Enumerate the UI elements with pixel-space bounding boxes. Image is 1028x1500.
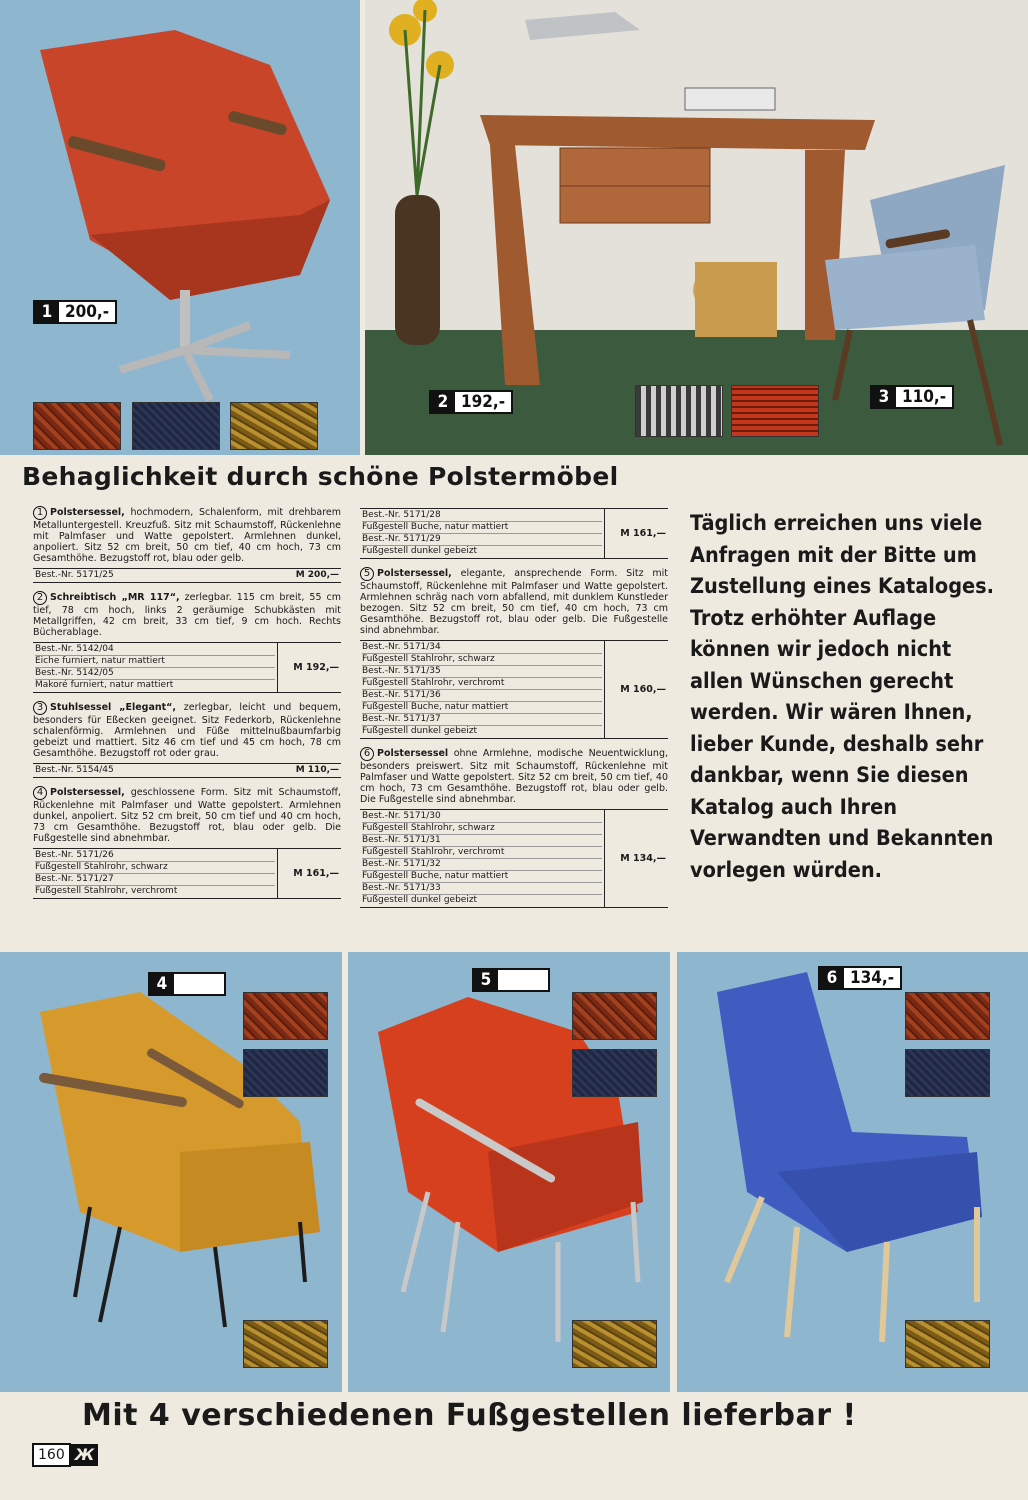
order-row-1: [33, 568, 341, 583]
price-tag-4: [148, 972, 226, 996]
item-number: 1: [33, 506, 47, 520]
photo-desk-room: [365, 0, 1028, 455]
customer-notice: Täglich erreichen uns viele Anfragen mit der Bitte um Zustellung eines Kataloges. Trotz erhöhter Auflage können wir jedoch nicht allen Wünschen gerecht werden. Wir wären Ihnen, lieber Kunde, deshalb sehr dankbar, wenn Sie diesen Katalog auch Ihren Verwandten und Bekannten vorlegen würden.: [690, 511, 995, 883]
order-line: Eiche furniert, natur mattiert: [35, 656, 275, 668]
order-line: Best.-Nr. 5171/33: [362, 883, 602, 895]
text-column-middle: [360, 508, 668, 916]
fabric-swatch-yellow: [572, 1320, 657, 1368]
photo-chair-5: [348, 952, 670, 1392]
item-5-description: [360, 567, 668, 636]
catalog-logo-icon: Ж: [71, 1444, 99, 1466]
fabric-swatch-grey: [635, 385, 723, 437]
order-price: M 160,—: [604, 641, 668, 739]
order-line: Best.-Nr. 5171/28: [362, 510, 602, 522]
order-line: Best.-Nr. 5171/32: [362, 859, 602, 871]
order-line: Fußgestell Stahlrohr, verchromt: [35, 886, 178, 896]
page-heading: Behaglichkeit durch schöne Polstermöbel: [22, 462, 619, 491]
order-price: M 161,—: [604, 509, 668, 559]
order-table-4: [33, 848, 341, 899]
fabric-swatch-blue: [572, 1049, 657, 1097]
price-tag-value: [174, 974, 224, 994]
order-table-2: [33, 642, 341, 693]
order-line: Best.-Nr. 5171/35: [362, 666, 602, 678]
price-tag-3: [870, 385, 954, 409]
price-tag-value: 134,-: [844, 968, 900, 988]
price-tag-5: [472, 968, 550, 992]
order-line: Fußgestell Stahlrohr, schwarz: [35, 862, 275, 874]
item-3-description: [33, 701, 341, 759]
price-tag-number: 1: [35, 302, 59, 322]
fabric-swatch-red: [905, 992, 990, 1040]
item-text: hochmodern, Schalenform, mit drehbarem Metalluntergestell. Kreuzfuß. Sitz mit Schaumstoff, Rückenlehne mit Palmfaser und Watte gepolstert. Armlehnen dunkel, anpoliert. Sitz 52 cm breit, 50 cm tief, 40 cm hoch, 73 cm Gesamthöhe. Bezugstoff rot, blau oder gelb.: [33, 507, 341, 564]
order-line: Fußgestell Stahlrohr, schwarz: [362, 654, 602, 666]
order-line: Fußgestell Stahlrohr, verchromt: [362, 847, 602, 859]
item-text: elegante, ansprechende Form. Sitz mit Schaumstoff, Rückenlehne mit Palmfaser und Watte gepolstert. Armlehnen schräg nach vorn abfallend, mit dunklem Kunstleder bezogen. Sitz 52 cm breit, 50 cm tief, 40 cm hoch, 73 cm Gesamthöhe. Bezugstoff rot, blau oder gelb. Die Fußgestelle sind abnehmbar.: [360, 568, 668, 636]
price-tag-number: 5: [474, 970, 498, 990]
item-name: Polstersessel,: [377, 568, 452, 579]
order-line: Best.-Nr. 5171/26: [35, 850, 275, 862]
price-tag-number: 2: [431, 392, 455, 412]
order-line: Best.-Nr. 5171/36: [362, 690, 602, 702]
order-line: Fußgestell Stahlrohr, schwarz: [362, 823, 602, 835]
order-line: Best.-Nr. 5142/05: [35, 668, 275, 680]
order-lines: [33, 643, 277, 693]
item-number: 6: [360, 747, 374, 761]
item-name: Stuhlsessel „Elegant“,: [50, 702, 177, 713]
item-name: Polstersessel,: [50, 787, 125, 798]
item-4-description: [33, 786, 341, 844]
order-line: Best.-Nr. 5171/34: [362, 642, 602, 654]
photo-chair-4: [0, 952, 342, 1392]
order-number: Best.-Nr. 5154/45: [35, 765, 114, 775]
fabric-swatch-yellow: [230, 402, 318, 450]
order-lines: [360, 810, 604, 908]
fabric-swatch-red: [33, 402, 121, 450]
order-line: Best.-Nr. 5171/29: [362, 534, 602, 546]
fabric-swatch-blue: [243, 1049, 328, 1097]
order-table-6: [360, 809, 668, 908]
photo-swivel-chair: [0, 0, 360, 455]
order-line: Best.-Nr. 5142/04: [35, 644, 275, 656]
fabric-swatch-blue: [905, 1049, 990, 1097]
photo-chair-6: [677, 952, 1028, 1392]
item-number: 2: [33, 591, 47, 605]
swivel-chair-illustration: [0, 0, 360, 455]
order-lines: [33, 849, 277, 899]
price-tag-2: [429, 390, 513, 414]
page-number-box: [32, 1442, 98, 1468]
price-tag-value: [498, 970, 548, 990]
order-line: Best.-Nr. 5171/31: [362, 835, 602, 847]
price-tag-number: 6: [820, 968, 844, 988]
price-tag-value: 192,-: [455, 392, 511, 412]
order-line: Best.-Nr. 5171/30: [362, 811, 602, 823]
price-tag-number: 4: [150, 974, 174, 994]
order-price: M 161,—: [277, 849, 341, 899]
item-name: Polstersessel: [377, 748, 449, 759]
fabric-swatch-red: [572, 992, 657, 1040]
fabric-swatch-yellow: [243, 1320, 328, 1368]
order-price: M 192,—: [277, 643, 341, 693]
order-row-3: [33, 763, 341, 778]
order-price: M 134,—: [604, 810, 668, 908]
item-number: 3: [33, 701, 47, 715]
item-name: Schreibtisch „MR 117“,: [50, 592, 180, 603]
order-line: Best.-Nr. 5171/37: [362, 714, 602, 726]
item-1-description: [33, 506, 341, 564]
order-price: M 200,—: [295, 570, 339, 580]
order-line: Best.-Nr. 5171/27: [35, 874, 275, 886]
order-number: Best.-Nr. 5171/25: [35, 570, 114, 580]
price-tag-value: 200,-: [59, 302, 115, 322]
price-tag-6: [818, 966, 902, 990]
item-text: ohne Armlehne, modische Neuentwicklung, besonders preiswert. Sitz mit Schaumstoff, Rückenlehne mit Palmfaser und Watte gepolstert. Sitz 52 cm breit, 50 cm tief, 40 cm hoch, 73 cm Gesamthöhe. Bezugstoff rot, blau oder gelb. Die Fußgestelle sind abnehmbar.: [360, 748, 668, 805]
item-text: zerlegbar, leicht und bequem, besonders für Eßecken geeignet. Sitz Federkorb, Rückenlehne schalenförmig. Armlehnen und Füße mittelnußbaumfarbig gebeizt und mattiert. Sitz 46 cm tief und 45 cm hoch, 78 cm Gesamthöhe. Bezugstoff rot oder grau.: [33, 702, 341, 759]
item-2-description: [33, 591, 341, 638]
price-tag-1: [33, 300, 117, 324]
order-lines: [360, 641, 604, 739]
order-line: Fußgestell Stahlrohr, verchromt: [362, 678, 602, 690]
item-text: zerlegbar. 115 cm breit, 55 cm tief, 78 cm hoch, links 2 geräumige Schubkästen mit Metallgriffen, 42 cm breit, 33 cm tief, 9 cm hoch. Rechts Bücherablage.: [33, 592, 341, 638]
footer-title: Mit 4 verschiedenen Fußgestellen lieferbar !: [82, 1398, 857, 1433]
fabric-swatch-red: [243, 992, 328, 1040]
order-line: Fußgestell dunkel gebeizt: [362, 895, 478, 905]
price-tag-number: 3: [872, 387, 896, 407]
order-line: Fußgestell dunkel gebeizt: [362, 546, 478, 556]
item-number: 4: [33, 786, 47, 800]
price-tag-value: 110,-: [896, 387, 952, 407]
order-line: Fußgestell Buche, natur mattiert: [362, 871, 602, 883]
item-name: Polstersessel,: [50, 507, 125, 518]
page-number: 160: [32, 1443, 71, 1467]
order-table-4b: [360, 508, 668, 559]
item-number: 5: [360, 567, 374, 581]
order-table-5: [360, 640, 668, 739]
fabric-swatch-yellow: [905, 1320, 990, 1368]
fabric-swatch-red-pattern: [731, 385, 819, 437]
item-6-description: [360, 747, 668, 805]
order-lines: [360, 509, 604, 559]
text-column-left: [33, 506, 341, 907]
order-line: Fußgestell Buche, natur mattiert: [362, 522, 602, 534]
order-price: M 110,—: [295, 765, 339, 775]
fabric-swatch-blue: [132, 402, 220, 450]
item-text: geschlossene Form. Sitz mit Schaumstoff, Rückenlehne mit Palmfaser und Watte gepolstert. Armlehnen dunkel, anpoliert. Sitz 52 cm breit, 50 cm tief und 40 cm hoch, 73 cm Gesamthöhe. Bezugstoff rot, blau oder gelb. Die Fußgestelle sind abnehmbar.: [33, 787, 341, 844]
order-line: Fußgestell Buche, natur mattiert: [362, 702, 602, 714]
order-line: Makoré furniert, natur mattiert: [35, 680, 174, 690]
order-line: Fußgestell dunkel gebeizt: [362, 726, 478, 736]
